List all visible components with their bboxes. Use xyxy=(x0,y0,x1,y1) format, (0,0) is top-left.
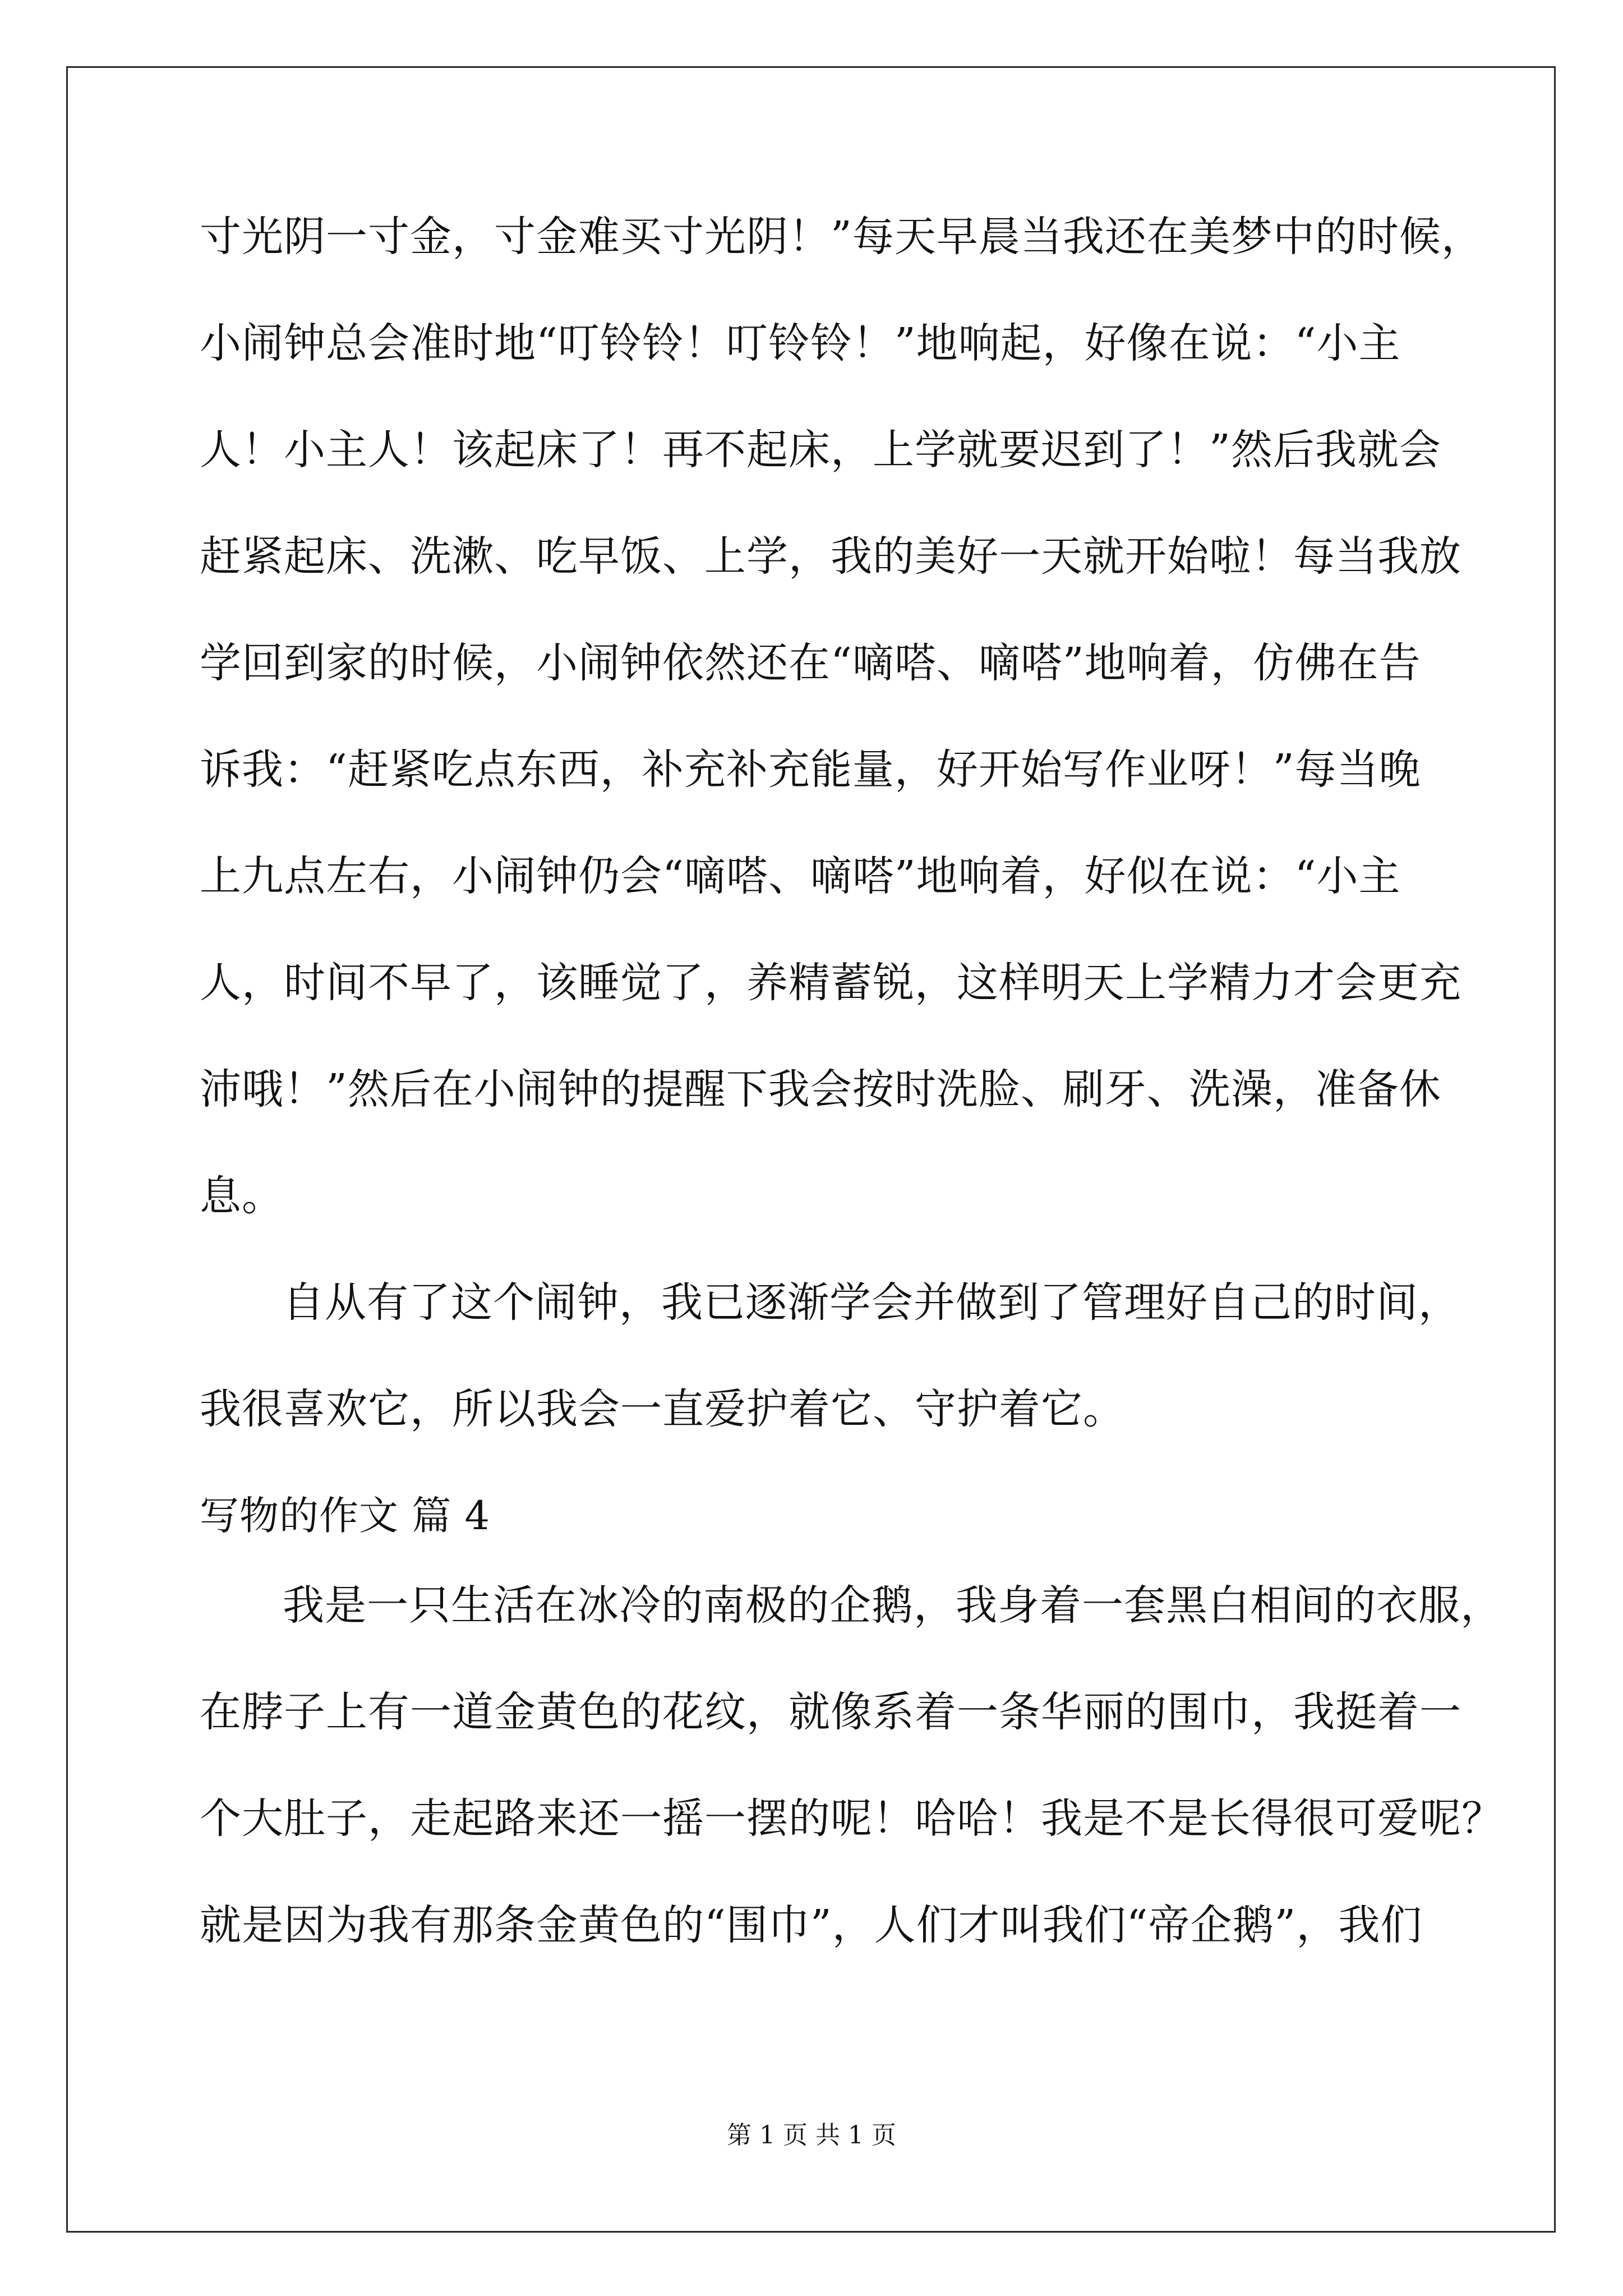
text-line: 自从有了这个闹钟，我已逐渐学会并做到了管理好自己的时间， xyxy=(283,1278,1460,1327)
paragraph xyxy=(200,212,1483,1278)
text-line: 学回到家的时候，小闹钟依然还在“嘀嗒、嘀嗒”地响着，仿佛在告 xyxy=(200,639,1421,687)
section-heading: 写物的作文 篇 4 xyxy=(200,1493,491,1539)
text-line: 息。 xyxy=(200,1172,284,1220)
text-line: 上九点左右，小闹钟仍会“嘀嗒、嘀嗒”地响着，好似在说：“小主 xyxy=(200,852,1401,900)
text-line: 人！小主人！该起床了！再不起床，上学就要迟到了！”然后我就会 xyxy=(200,426,1441,474)
text-line: 在脖子上有一道金黄色的花纹，就像系着一条华丽的围巾，我挺着一 xyxy=(200,1688,1461,1736)
page-footer: 第 1 页 共 1 页 xyxy=(727,2121,896,2150)
text-line: 个大肚子，走起路来还一摇一摆的呢！哈哈！我是不是长得很可爱呢？ xyxy=(200,1795,1504,1843)
text-line: 人，时间不早了，该睡觉了，养精蓄锐，这样明天上学精力才会更充 xyxy=(200,959,1461,1007)
text-line: 我是一只生活在冰冷的南极的企鹅，我身着一套黑白相间的衣服， xyxy=(283,1581,1502,1630)
text-line: 我很喜欢它，所以我会一直爱护着它、守护着它。 xyxy=(200,1385,1125,1433)
text-line: 小闹钟总会准时地“叮铃铃！叮铃铃！”地响起，好像在说：“小主 xyxy=(200,319,1401,367)
text-line: 诉我：“赶紧吃点东西，补充补充能量，好开始写作业呀！”每当晚 xyxy=(200,746,1421,794)
text-line: 就是因为我有那条金黄色的“围巾”，人们才叫我们“帝企鹅”，我们 xyxy=(200,1901,1423,1949)
text-line: 赶紧起床、洗漱、吃早饭、上学，我的美好一天就开始啦！每当我放 xyxy=(200,532,1461,581)
text-line: 沛哦！”然后在小闹钟的提醒下我会按时洗脸、刷牙、洗澡，准备休 xyxy=(200,1065,1441,1114)
paragraph xyxy=(200,1581,1504,2007)
document-body xyxy=(200,212,1504,2007)
text-line: 寸光阴一寸金，寸金难买寸光阴！”每天早晨当我还在美梦中的时候， xyxy=(200,213,1483,261)
paragraph xyxy=(200,1278,1468,1491)
